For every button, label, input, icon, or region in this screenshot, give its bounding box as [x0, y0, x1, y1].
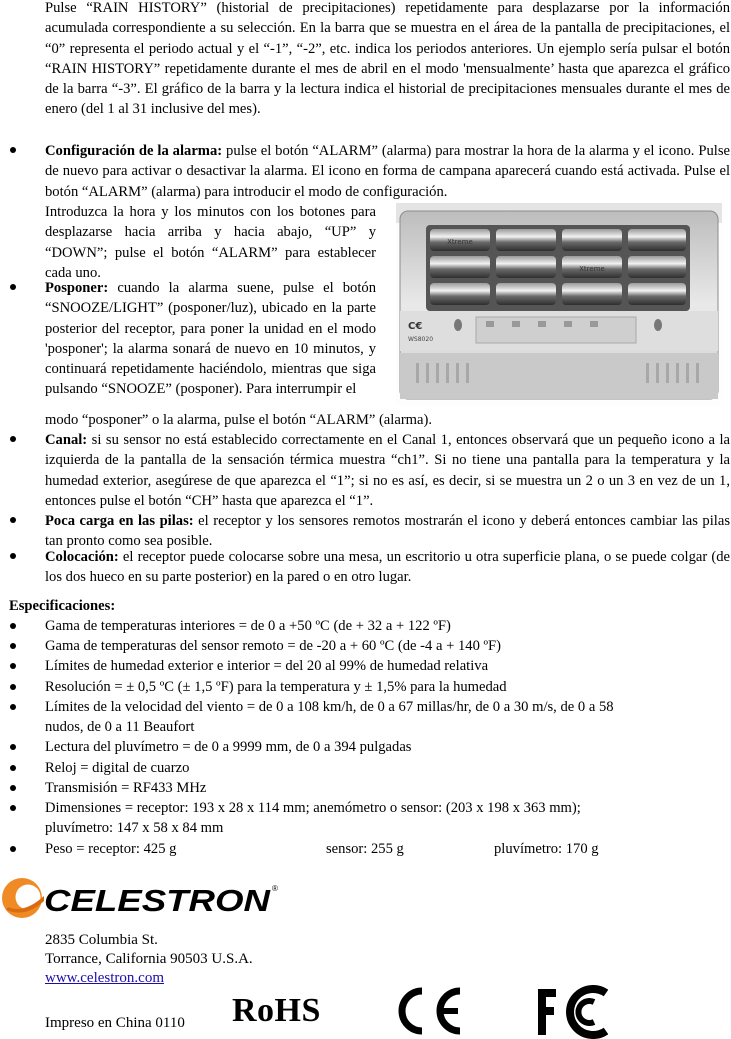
- snooze-text-end: modo “posponer” o la alarma, pulse el botón “ALARM” (alarma).: [45, 412, 433, 428]
- address-street: 2835 Columbia St.: [45, 932, 158, 948]
- spec-item: Gama de temperaturas interiores = de 0 a +50 ºC (de + 32 a + 122 ºF): [45, 618, 451, 634]
- spec-item-cont: pluvímetro: 147 x 58 x 84 mm: [45, 820, 224, 836]
- bullet: [9, 804, 17, 812]
- receiver-battery-photo: [396, 203, 722, 406]
- low-battery-paragraph: [45, 511, 730, 552]
- bullet: [9, 146, 17, 154]
- spec-item: Resolución = ± 0,5 ºC (± 1,5 ºF) para la temperatura y ± 1,5% para la humedad: [45, 679, 507, 695]
- model-label: WS8020: [408, 336, 434, 343]
- placement-title: Colocación:: [45, 549, 119, 565]
- website-link[interactable]: www.celestron.com: [45, 970, 164, 986]
- rain-history-paragraph: [45, 0, 730, 120]
- snooze-paragraph: [45, 278, 376, 400]
- spec-item: Transmisión = RF433 MHz: [45, 780, 207, 796]
- rohs-mark: RoHS: [232, 992, 321, 1029]
- celestron-swoosh-icon: [2, 878, 44, 918]
- celestron-logo: [0, 874, 285, 922]
- receiver-button: [486, 321, 494, 327]
- specs-heading: Especificaciones:: [9, 598, 116, 614]
- bullet: [9, 764, 17, 772]
- bullet: [9, 283, 17, 291]
- bullet: [9, 784, 17, 792]
- alarm-paragraph: [45, 141, 730, 202]
- bullet: [9, 516, 17, 524]
- spec-item-cont: nudos, de 0 a 11 Beaufort: [45, 719, 195, 735]
- low-battery-title: Poca carga en las pilas:: [45, 513, 194, 529]
- placement-text: el receptor puede colocarse sobre una mesa, un escritorio u otra superficie plana, o se puede colgar (de los dos hueco en su parte posterior) en la pared o en otro lugar.: [45, 549, 730, 586]
- battery-brand-label: Xtreme: [447, 238, 473, 246]
- alarm-text: pulse el botón “ALARM” (alarma) para mostrar la hora de la alarma y el icono. Pulse de nuevo para activar o desactivar la alarma. El icono en forma de campana aparecerá cuando está activada. Pulse el botón “ALARM” (alarma) para introducir el modo de configuración.: [45, 143, 730, 200]
- address-city: Torrance, California 90503 U.S.A.: [45, 951, 253, 967]
- weight-rain-gauge: pluvímetro: 170 g: [494, 841, 599, 857]
- bullet: [9, 435, 17, 443]
- spec-item: Límites de la velocidad del viento = de 0 a 108 km/h, de 0 a 67 millas/hr, de 0 a 30 m/s, de 0 a 58: [45, 699, 614, 715]
- weight-receiver: Peso = receptor: 425 g: [45, 841, 177, 857]
- spec-item: Dimensiones = receptor: 193 x 28 x 114 mm; anemómetro o sensor: (203 x 198 x 363 mm);: [45, 800, 581, 816]
- bullet: [9, 662, 17, 670]
- registered-mark: ®: [272, 884, 278, 893]
- receiver-button: [564, 321, 572, 327]
- receiver-button: [590, 321, 598, 327]
- bullet: [9, 743, 17, 751]
- alarm-title: Configuración de la alarma:: [45, 143, 223, 159]
- celestron-wordmark: CELESTRON: [44, 883, 271, 918]
- alarm-paragraph-cont: [45, 202, 376, 283]
- receiver-button: [512, 321, 520, 327]
- spec-item: Reloj = digital de cuarzo: [45, 760, 190, 776]
- bullet: [9, 622, 17, 630]
- fcc-mark-icon: [534, 985, 608, 1039]
- receiver-button: [538, 321, 546, 327]
- spec-item: Gama de temperaturas del sensor remoto = de -20 a + 60 ºC (de -4 a + 140 ºF): [45, 638, 502, 654]
- snooze-title: Posponer:: [45, 280, 109, 296]
- channel-text: si su sensor no está establecido correctamente en el Canal 1, entonces observará que un pequeño icono a la izquierda de la pantalla de la sensación térmica muestra “ch1”. Si no tiene una pantalla para la temperatura y la humedad exterior, asegúrese de que aparezca el “1”; si no es así, es decir, si se muestra un 2 o un 3 en vez de un 1, entonces pulse el botón “CH” hasta que aparezca el “1”.: [45, 432, 730, 509]
- printed-in: Impreso en China 0110: [45, 1015, 185, 1031]
- bullet: [9, 845, 17, 853]
- channel-title: Canal:: [45, 432, 88, 448]
- spec-item: Lectura del pluvímetro = de 0 a 9999 mm, de 0 a 394 pulgadas: [45, 739, 412, 755]
- ce-mark-small: C€: [408, 321, 423, 332]
- bullet: [9, 552, 17, 560]
- low-battery-text: el receptor y los sensores remotos mostrarán el icono y deberá entonces cambiar las pilas tan pronto como sea posible.: [45, 513, 730, 550]
- spec-item: Límites de humedad exterior e interior = del 20 al 99% de humedad relativa: [45, 658, 489, 674]
- snooze-text: cuando la alarma suene, pulse el botón “SNOOZE/LIGHT” (posponer/luz), ubicado en la parte posterior del receptor, para poner la unidad en el modo 'posponer'; la alarma sonará de nuevo en 10 minutos, y continuará repetidamente haciéndolo, mientras que siga pulsando “SNOOZE” (posponer). Para interrumpir el: [45, 280, 376, 398]
- channel-paragraph: [45, 430, 730, 511]
- battery-brand-label: Xtreme: [579, 265, 605, 273]
- snooze-paragraph-end: [45, 410, 730, 430]
- weight-sensor: sensor: 255 g: [326, 841, 404, 857]
- bullet: [9, 642, 17, 650]
- rain-history-text: Pulse “RAIN HISTORY” (historial de precipitaciones) repetidamente para desplazarse por la información acumulada correspondiente a su selección. En la barra que se muestra en el área de la pantalla de precipitaciones, el “0” representa el periodo actual y el “-1”, “-2”, etc. indica los periodos anteriores. Un ejemplo sería pulsar el botón “RAIN HISTORY” repetidamente durante el mes de abril en el modo 'mensualmente’ hasta que aparezca el gráfico de la barra “-3”. El gráfico de la barra y la lectura indica el historial de precipitaciones mensuales durante el mes de enero (del 1 al 31 inclusive del mes).: [45, 0, 730, 118]
- placement-paragraph: [45, 547, 730, 588]
- bullet: [9, 683, 17, 691]
- alarm-text-cont: Introduzca la hora y los minutos con los botones para desplazarse hacia arriba y hacia abajo, “UP” y “DOWN”; pulse el botón “ALARM” para establecer cada uno.: [45, 204, 376, 281]
- ce-mark-icon: [392, 985, 464, 1037]
- bullet: [9, 703, 17, 711]
